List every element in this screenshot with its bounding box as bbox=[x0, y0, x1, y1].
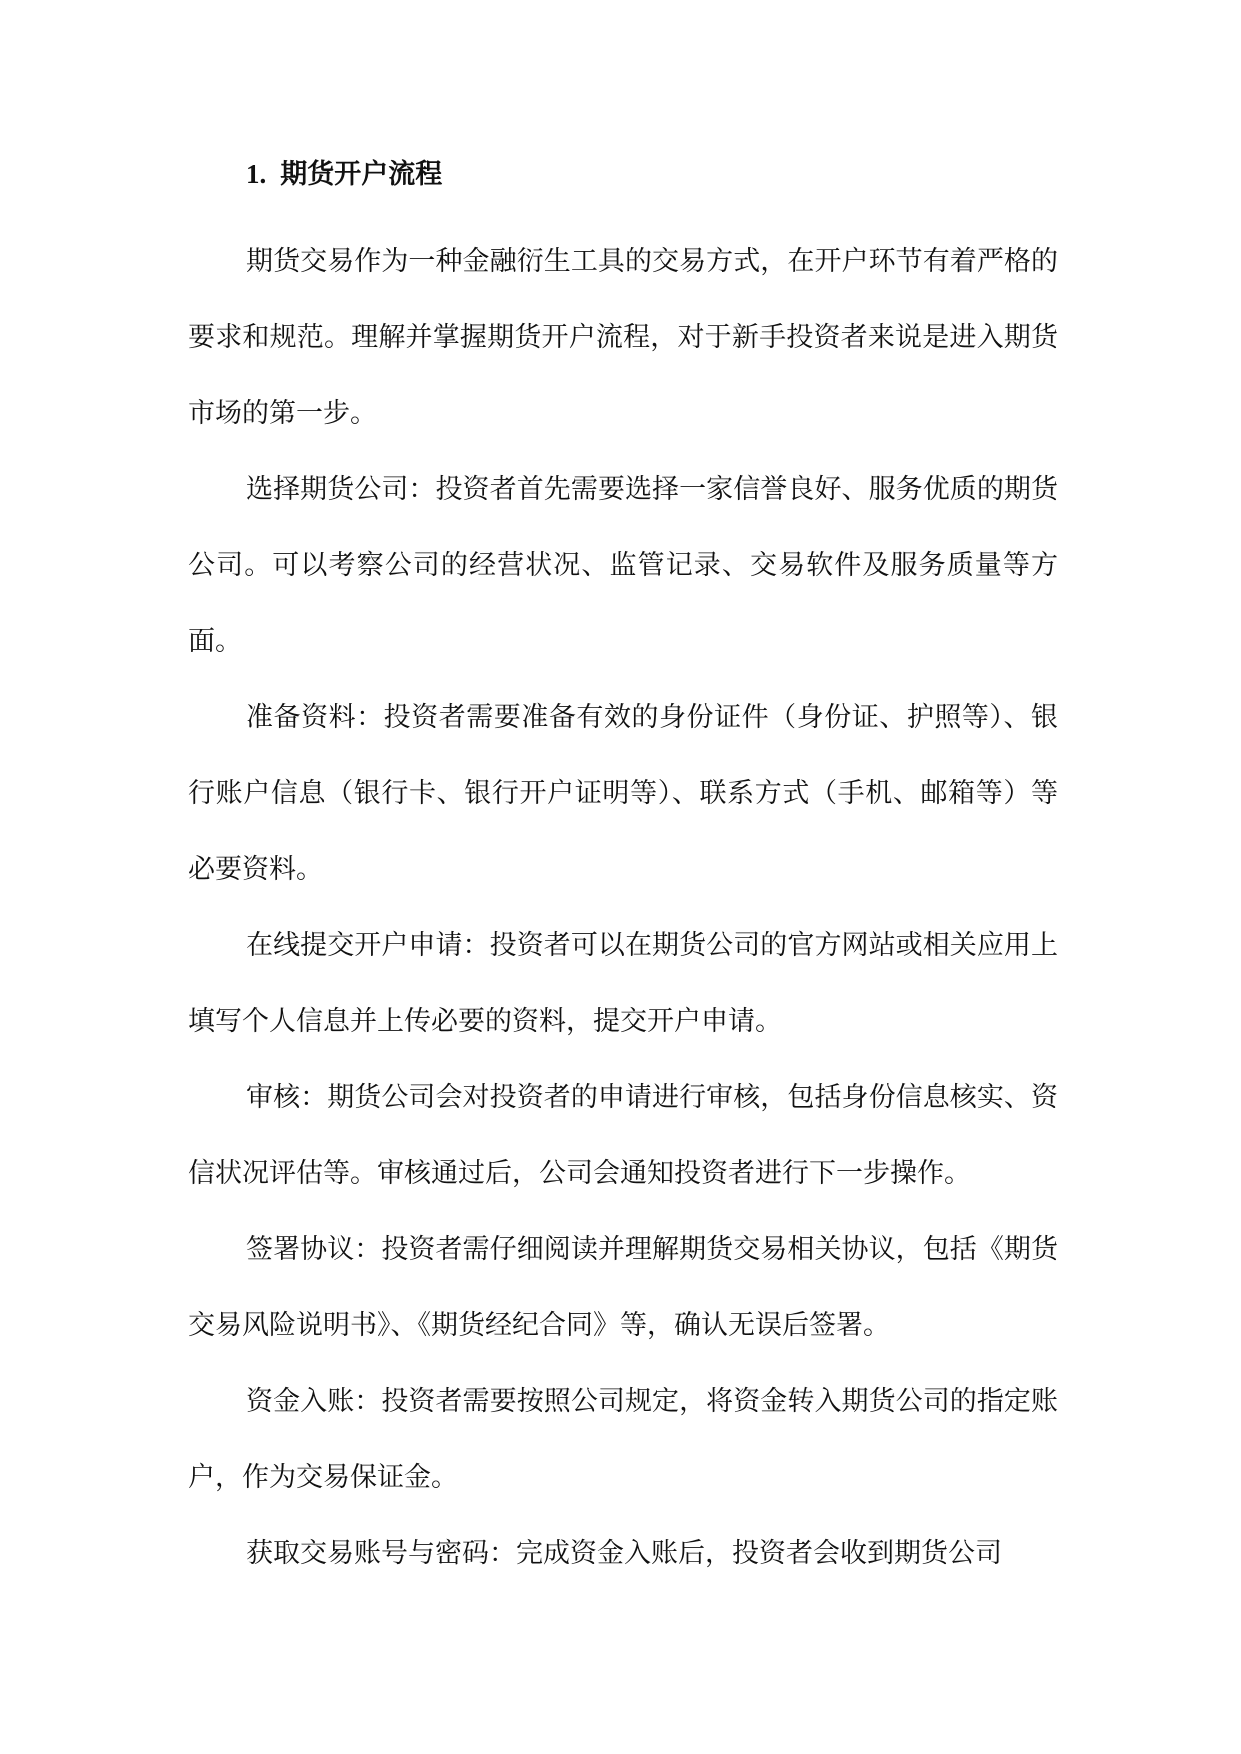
section-title: 期货开户流程 bbox=[280, 159, 443, 190]
document-body bbox=[188, 148, 1058, 1592]
paragraph-review: 审核：期货公司会对投资者的申请进行审核，包括身份信息核实、资信状况评估等。审核通过后，公司会通知投资者进行下一步操作。 bbox=[188, 1082, 1058, 1189]
paragraph-choose-company: 选择期货公司：投资者首先需要选择一家信誉良好、服务优质的期货公司。可以考察公司的经营状况、监管记录、交易软件及服务质量等方面。 bbox=[188, 474, 1058, 657]
paragraph-sign-agreement: 签署协议：投资者需仔细阅读并理解期货交易相关协议，包括《期货交易风险说明书》、《期货经纪合同》等，确认无误后签署。 bbox=[188, 1234, 1058, 1341]
section-number: 1. bbox=[246, 159, 267, 189]
paragraph-intro: 期货交易作为一种金融衍生工具的交易方式，在开户环节有着严格的要求和规范。理解并掌握期货开户流程，对于新手投资者来说是进入期货市场的第一步。 bbox=[188, 246, 1058, 429]
paragraph-get-account: 获取交易账号与密码：完成资金入账后，投资者会收到期货公司 bbox=[246, 1538, 1002, 1569]
paragraph-fund-deposit: 资金入账：投资者需要按照公司规定，将资金转入期货公司的指定账户，作为交易保证金。 bbox=[188, 1386, 1058, 1493]
section-heading bbox=[188, 148, 1058, 200]
paragraph-prepare-materials: 准备资料：投资者需要准备有效的身份证件（身份证、护照等）、银行账户信息（银行卡、银行开户证明等）、联系方式（手机、邮箱等）等必要资料。 bbox=[188, 702, 1058, 885]
paragraph-online-application: 在线提交开户申请：投资者可以在期货公司的官方网站或相关应用上填写个人信息并上传必要的资料，提交开户申请。 bbox=[188, 930, 1058, 1037]
